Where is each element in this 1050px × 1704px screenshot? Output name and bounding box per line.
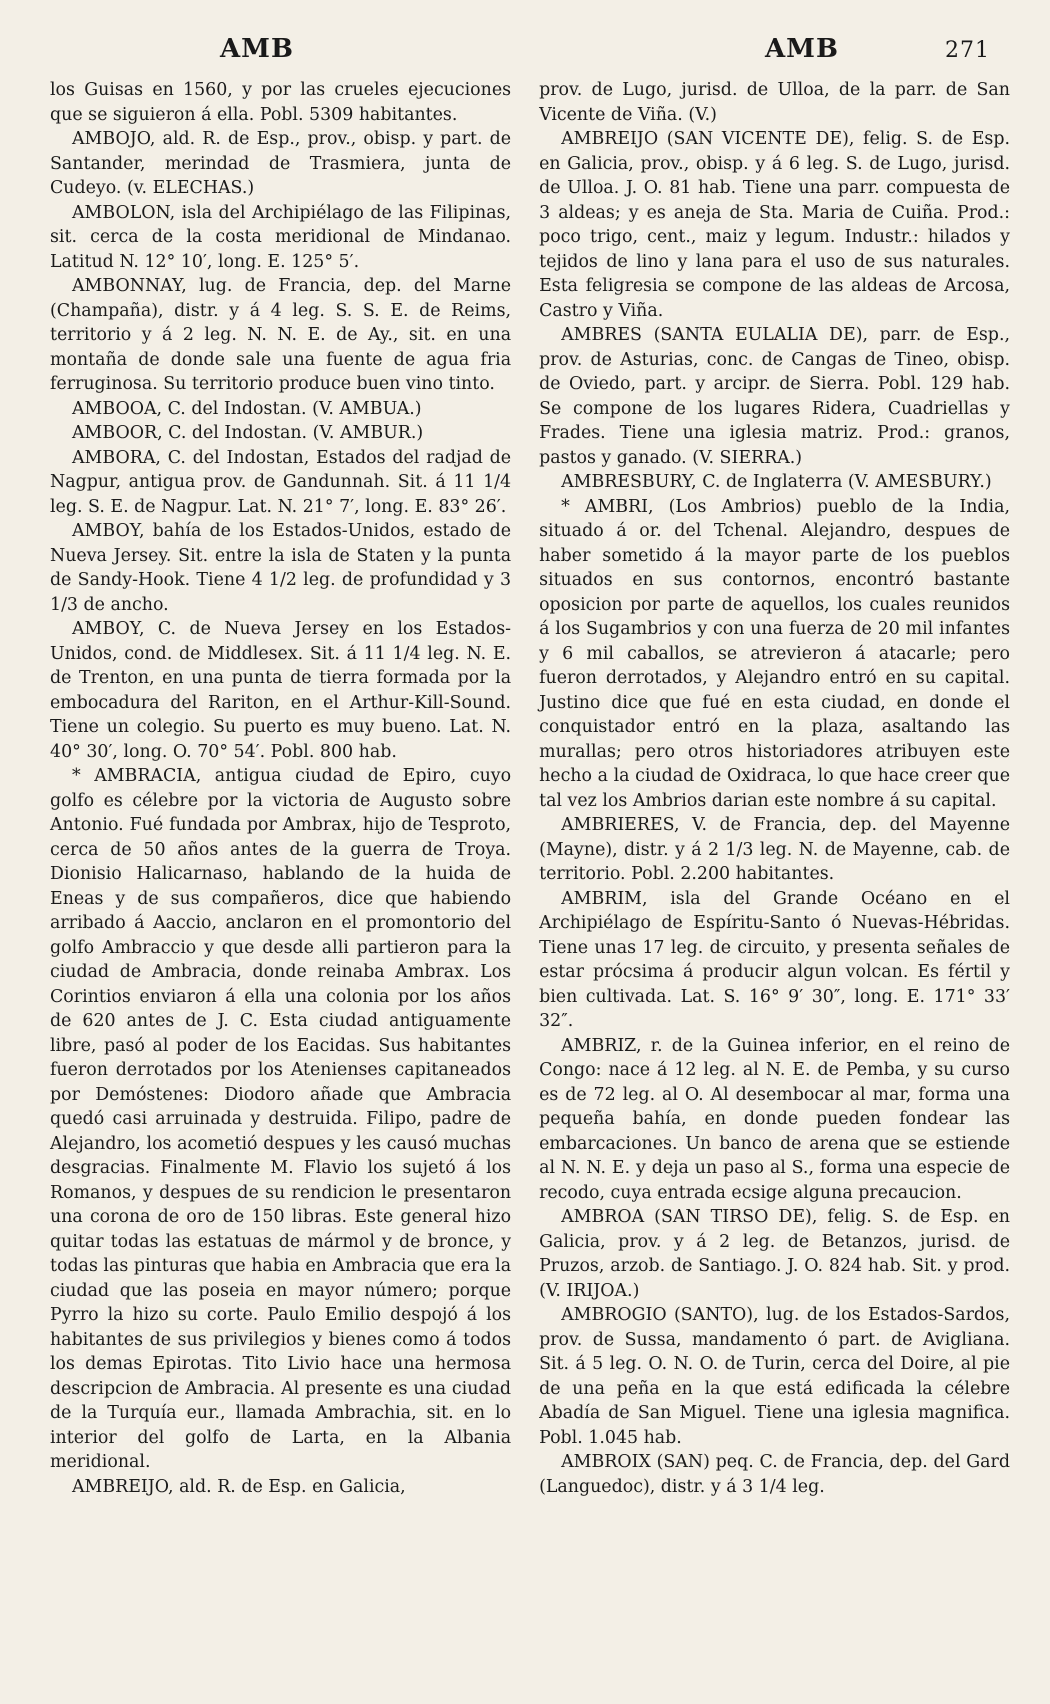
left-running-head: AMB <box>220 34 294 64</box>
entry: AMBREIJO, ald. R. de Esp. en Galicia, <box>72 1476 406 1497</box>
entry: AMBRIERES, V. de Francia, dep. del Mayenne (Mayne), distr. y á 2 1/3 leg. N. de Mayenne, cab. de territorio. Pobl. 2.200 habitantes. <box>539 815 1010 884</box>
entry: AMBOOR, C. del Indostan. (V. AMBUR.) <box>72 423 424 443</box>
entry: AMBROA (SAN TIRSO DE), felig. S. de Esp. en Galicia, prov. y á 2 leg. de Betanzos, jurisd. de Pruzos, arzob. de Santiago. J. O. 824 hab. Sit. y prod. (V. IRIJOA.) <box>539 1207 1010 1301</box>
entry: AMBROGIO (SANTO), lug. de los Estados-Sardos, prov. de Sussa, mandamento ó part. de Avigliana. Sit. á 5 leg. O. N. O. de Turin, cerca del Doire, al pie de una peña en la que está edificada la célebre Abadía de San Miguel. Tiene una iglesia magnifica. Pobl. 1.045 hab. <box>539 1305 1010 1448</box>
entry: AMBOLON, isla del Archipiélago de las Filipinas, sit. cerca de la costa meridional de Mindanao. Latitud N. 12° 10′, long. E. 125° 5′. <box>50 202 512 272</box>
page-number: 271 <box>945 38 990 63</box>
entry: * AMBRI, (Los Ambrios) pueblo de la India, situado á or. del Tchenal. Alejandro, despues de haber sometido á la mayor parte de los pueblos situados en sus contornos, encontró bastante oposicion por parte de aquellos, los cuales reunidos á los Sugambrios y con una fuerza de 20 mil infantes y 6 mil caballos, se atrevieron á atacarle; pero fueron derrotados, y Alejandro entró en su capital. Justino dice que fué en esta ciudad, en donde el conquistador entró en la plaza, asaltando las murallas; pero otros historiadores atribuyen este hecho a la ciudad de Oxidraca, lo que hace creer que tal vez los Ambrios darian este nombre á su capital. <box>539 496 1010 811</box>
entry-continuation: los Guisas en 1560, y por las crueles ejecuciones que se siguieron á ella. Pobl. 5309 habitantes. <box>50 80 512 125</box>
entry: AMBRESBURY, C. de Inglaterra (V. AMESBURY.) <box>561 472 992 492</box>
left-column <box>50 78 511 1499</box>
entry: AMBREIJO (SAN VICENTE DE), felig. S. de Esp. en Galicia, prov., obisp. y á 6 leg. S. de Lugo, jurisd. de Ulloa. J. O. 81 hab. Tiene una parr. compuesta de 3 aldeas; y es aneja de Sta. Maria de Cuiña. Prod.: poco trigo, cent., maiz y legum. Industr.: hilados y tejidos de lino y lana para el uso de sus naturales. Esta feligresia se compone de las aldeas de Arcosa, Castro y Viña. <box>539 129 1010 321</box>
entry: AMBORA, C. del Indostan, Estados del radjad de Nagpur, antigua prov. de Gandunnah. Sit. á 11 1/4 leg. S. E. de Nagpur. Lat. N. 21° 7′, long. E. 83° 26′. <box>50 447 512 517</box>
entry: AMBOY, C. de Nueva Jersey en los Estados-Unidos, cond. de Middlesex. Sit. á 11 1/4 leg. N. E. de Trenton, en una punta de tierra formada por la embocadura del Rariton, en el Arthur-Kill-Sound. Tiene un colegio. Su puerto es muy bueno. Lat. N. 40° 30′, long. O. 70° 54′. Pobl. 800 hab. <box>50 619 512 762</box>
entry: * AMBRACIA, antigua ciudad de Epiro, cuyo golfo es célebre por la victoria de Augusto sobre Antonio. Fué fundada por Ambrax, hijo de Tesproto, cerca de 50 años antes de la guerra de Troya. Dionisio Halicarnaso, hablando de la huida de Eneas y de sus compañeros, dice que habiendo arribado á Aaccio, anclaron en el promontorio del golfo Ambraccio y que desde alli partieron para la ciudad de Ambracia, donde reinaba Ambrax. Los Corintios enviaron á ella una colonia por los años de 620 antes de J. C. Esta ciudad antiguamente libre, pasó al poder de los Eacidas. Sus habitantes fueron derrotados por los Atenienses capitaneados por Demóstenes: Diodoro añade que Ambracia quedó casi arruinada y destruida. Filipo, padre de Alejandro, los acometió despues y les causó muchas desgracias. Finalmente M. Flavio los sujetó á los Romanos, y despues de su rendicion le presentaron una corona de oro de 150 libras. Este general hizo quitar todas las estatuas de mármol y de bronce, y todas las pinturas que habia en Ambracia que era la ciudad que las poseia en mayor número; porque Pyrro la hizo su corte. Paulo Emilio despojó á los habitantes de sus privilegios y bienes como á todos los demas Epirotas. Tito Livio hace una hermosa descripcion de Ambracia. Al presente es una ciudad de la Turquía eur., llamada Ambrachia, sit. en lo interior del golfo de Larta, en la Albania meridional. <box>50 766 512 1472</box>
right-column <box>539 78 1010 1499</box>
entry-continuation: prov. de Lugo, jurisd. de Ulloa, de la parr. de San Vicente de Viña. (V.) <box>539 80 1010 125</box>
entry: AMBOOA, C. del Indostan. (V. AMBUA.) <box>72 398 422 419</box>
entry: AMBONNAY, lug. de Francia, dep. del Marne (Champaña), distr. y á 4 leg. S. S. E. de Reims, territorio y á 2 leg. N. N. E. de Ay., sit. en una montaña de donde sale una fuente de agua fria ferruginosa. Su territorio produce buen vino tinto. <box>50 276 512 394</box>
entry: AMBROIX (SAN) peq. C. de Francia, dep. del Gard (Languedoc), distr. y á 3 1/4 leg. <box>539 1452 1010 1497</box>
running-header <box>50 28 1010 78</box>
entry: AMBRIM, isla del Grande Océano en el Archipiélago de Espíritu-Santo ó Nuevas-Hébridas. Tiene unas 17 leg. de circuito, y presenta señales de estar prócsima á producir algun volcan. Es fértil y bien cultivada. Lat. S. 16° 9′ 30″, long. E. 171° 33′ 32″. <box>539 888 1010 1031</box>
entry: AMBRIZ, r. de la Guinea inferior, en el reino de Congo: nace á 12 leg. al N. E. de Pemba, y su curso es de 72 leg. al O. Al desembocar al mar, forma una pequeña bahía, en donde pueden fondear las embarcaciones. Un banco de arena que se estiende al N. N. E. y deja un paso al S., forma una especie de recodo, cuya entrada ecsige alguna precaucion. <box>539 1035 1010 1203</box>
text-columns <box>50 78 1010 1499</box>
right-running-head: AMB <box>765 34 839 64</box>
entry: AMBRES (SANTA EULALIA DE), parr. de Esp., prov. de Asturias, conc. de Cangas de Tineo, obisp. de Oviedo, part. y arcipr. de Sierra. Pobl. 129 hab. Se compone de los lugares Ridera, Cuadriellas y Frades. Tiene una iglesia matriz. Prod.: granos, pastos y ganado. (V. SIERRA.) <box>539 325 1010 468</box>
entry: AMBOJO, ald. R. de Esp., prov., obisp. y part. de Santander, merindad de Trasmiera, junta de Cudeyo. (v. ELECHAS.) <box>50 129 512 198</box>
entry: AMBOY, bahía de los Estados-Unidos, estado de Nueva Jersey. Sit. entre la isla de Staten y la punta de Sandy-Hook. Tiene 4 1/2 leg. de profundidad y 3 1/3 de ancho. <box>50 521 512 615</box>
